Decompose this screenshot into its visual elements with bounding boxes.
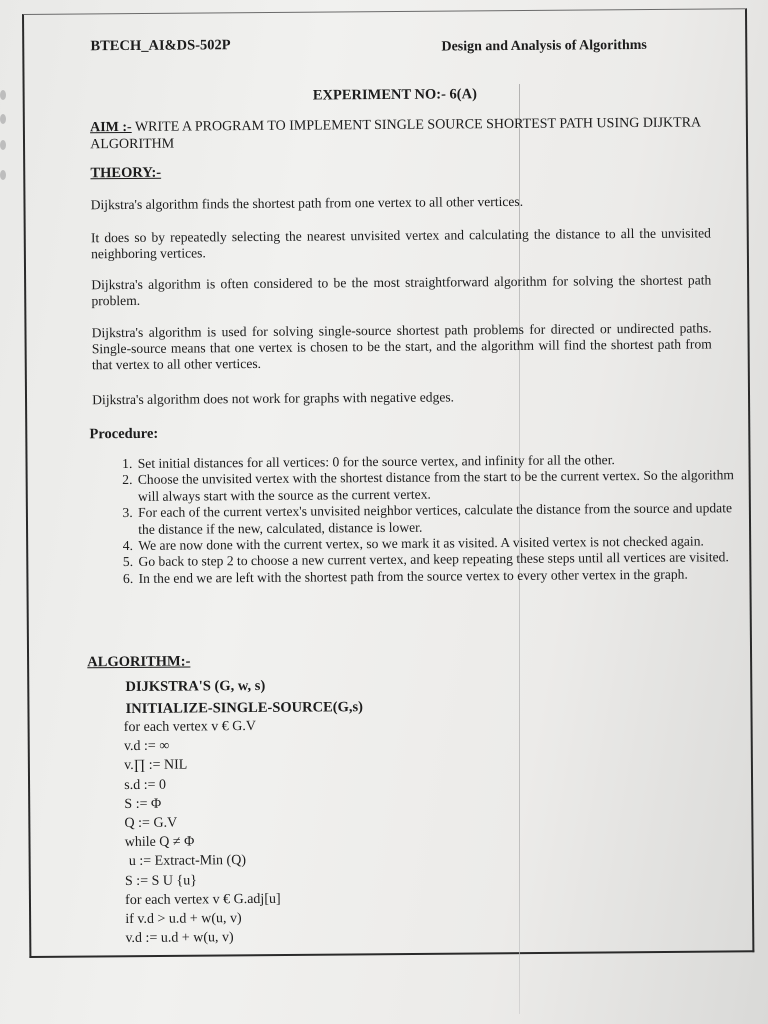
code-line: for each vertex v € G.V xyxy=(123,718,257,736)
code-line: while Q ≠ Φ xyxy=(124,834,195,851)
aim-section xyxy=(90,114,720,153)
theory-paragraph: It does so by repeatedly selecting the nearest unvisited vertex and calculating the distance to all the unvisited neighboring vertices. xyxy=(90,225,711,262)
theory-paragraph: Dijkstra's algorithm is used for solving single-source shortest path problems for directed or undirected paths. Single-source means that one vertex is chosen to be the start, and the algorithm will find the shortest path from that vertex to all other vertices. xyxy=(91,320,712,373)
code-line: v.d := ∞ xyxy=(123,738,170,755)
code-line: Q := G.V xyxy=(124,815,178,832)
code-line: v.d := u.d + w(u, v) xyxy=(125,930,234,947)
procedure-step: 3. For each of the current vertex's unvisited neighbor vertices, calculate the distance from the source and update the distance if the new, calculated, distance is lower. xyxy=(136,500,741,538)
aim-label: AIM :- xyxy=(90,119,132,136)
procedure-steps xyxy=(110,451,742,587)
algorithm-heading: ALGORITHM:- xyxy=(87,653,191,671)
course-code: BTECH_AI&DS-502P xyxy=(90,37,231,55)
subject-title: Design and Analysis of Algorithms xyxy=(441,37,647,55)
theory-paragraph: Dijkstra's algorithm does not work for graphs with negative edges. xyxy=(92,389,455,408)
aim-text: WRITE A PROGRAM TO IMPLEMENT SINGLE SOURCE SHORTEST PATH USING DIJKTRA ALGORITHM xyxy=(90,115,701,153)
code-line: if v.d > u.d + w(u, v) xyxy=(125,911,242,928)
algorithm-signature: DIJKSTRA'S (G, w, s) xyxy=(125,677,266,696)
code-line: s.d := 0 xyxy=(124,777,167,793)
code-line: u := Extract-Min (Q) xyxy=(128,853,247,870)
procedure-step: 1. Set initial distances for all vertices: 0 for the source vertex, and infinity for all the other. xyxy=(136,451,741,472)
code-line: v.∏ := NIL xyxy=(124,757,188,774)
code-line: S := Φ xyxy=(124,796,162,812)
theory-paragraph: Dijkstra's algorithm finds the shortest path from one vertex to all other vertices. xyxy=(90,193,524,213)
procedure-step: 5. Go back to step 2 to choose a new current vertex, and keep repeating these steps until all vertices are visited. xyxy=(136,550,741,571)
procedure-step: 6. In the end we are left with the shortest path from the source vertex to every other vertex in the graph. xyxy=(137,566,742,587)
procedure-step: 2. Choose the unvisited vertex with the shortest distance from the start to be the current vertex. So the algorithm will always start with the source as the current vertex. xyxy=(136,468,741,506)
theory-heading: THEORY:- xyxy=(90,164,162,182)
initialize-signature: INITIALIZE-SINGLE-SOURCE(G,s) xyxy=(125,699,363,718)
algorithm-code xyxy=(124,717,281,949)
theory-paragraph: Dijkstra's algorithm is often considered to be the most straightforward algorithm for solving the shortest path problem. xyxy=(91,272,712,309)
code-line: for each vertex v € G.adj[u] xyxy=(125,891,281,908)
experiment-title: EXPERIMENT NO:- 6(A) xyxy=(312,86,477,104)
procedure-heading: Procedure: xyxy=(89,425,159,443)
code-line: S := S U {u} xyxy=(124,873,197,889)
procedure-step: 4. We are now done with the current vertex, so we mark it as visited. A visited vertex is not checked again. xyxy=(136,533,741,554)
